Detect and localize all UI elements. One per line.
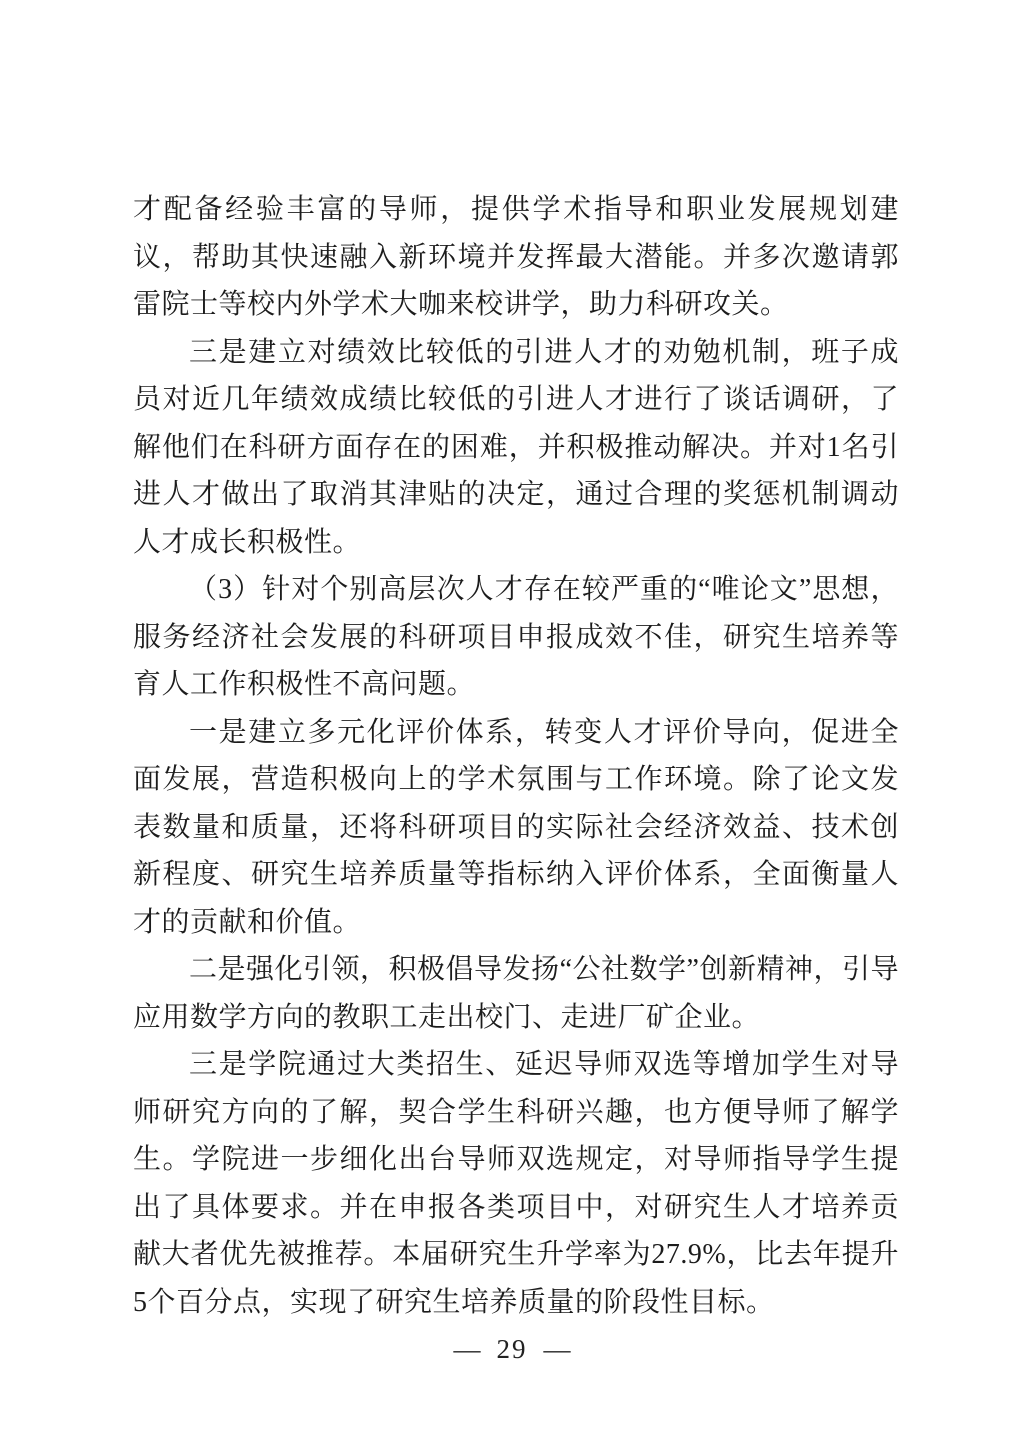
paragraph-issue-3: （3）针对个别高层次人才存在较严重的“唯论文”思想，服务经济社会发展的科研项目申报成效不佳，研究生培养等育人工作积极性不高问题。	[133, 574, 899, 700]
paragraph-measure-three-college: 三是学院通过大类招生、延迟导师双选等增加学生对导师研究方向的了解，契合学生科研兴趣，也方便导师了解学生。学院进一步细化出台导师双选规定，对导师指导学生提出了具体要求。并在申报各类项目中，对研究生人才培养贡献大者优先被推荐。本届研究生升学率为27.9%，比去年提升5个百分点，实现了研究生培养质量的阶段性目标。	[133, 1049, 899, 1318]
document-body	[133, 186, 899, 1326]
paragraph-measure-three-incentive: 三是建立对绩效比较低的引进人才的劝勉机制，班子成员对近几年绩效成绩比较低的引进人才进行了谈话调研，了解他们在科研方面存在的困难，并积极推动解决。并对1名引进人才做出了取消其津贴的决定，通过合理的奖惩机制调动人才成长积极性。	[133, 336, 899, 558]
paragraph-continuation: 才配备经验丰富的导师，提供学术指导和职业发展规划建议，帮助其快速融入新环境并发挥最大潜能。并多次邀请郭雷院士等校内外学术大咖来校讲学，助力科研攻关。	[133, 194, 899, 320]
paragraph-measure-two-guidance: 二是强化引领，积极倡导发扬“公社数学”创新精神，引导应用数学方向的教职工走出校门、走进厂矿企业。	[133, 954, 899, 1033]
footer-left-dash: —	[453, 1334, 481, 1364]
paragraph-measure-one-evaluation: 一是建立多元化评价体系，转变人才评价导向，促进全面发展，营造积极向上的学术氛围与工作环境。除了论文发表数量和质量，还将科研项目的实际社会经济效益、技术创新程度、研究生培养质量等指标纳入评价体系，全面衡量人才的贡献和价值。	[133, 716, 899, 938]
footer-right-dash: —	[543, 1334, 571, 1364]
page-footer	[0, 1334, 1024, 1365]
page-number: 29	[496, 1334, 528, 1364]
